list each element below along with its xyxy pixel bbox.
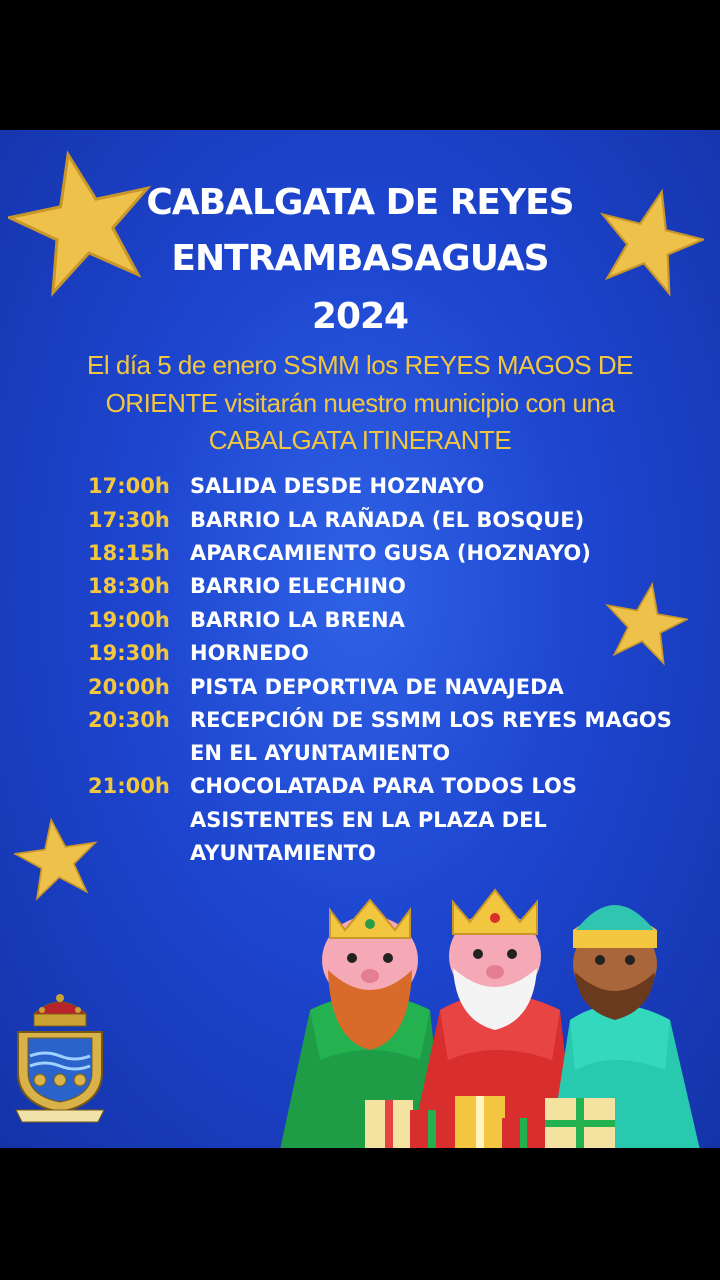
three-kings-illustration (270, 860, 710, 1148)
municipal-crest-icon (10, 992, 110, 1132)
schedule-time: 19:30h (88, 641, 170, 665)
intro-line-1: El día 5 de enero SSMM los REYES MAGOS DE (87, 350, 633, 380)
poster (0, 130, 720, 1148)
schedule-time: 18:15h (88, 541, 170, 565)
schedule-time: 19:00h (88, 608, 170, 632)
schedule-place: BARRIO ELECHINO (190, 574, 406, 598)
schedule-time: 17:00h (88, 474, 170, 498)
intro-line-3: CABALGATA ITINERANTE (208, 425, 512, 455)
title-line-2: ENTRAMBASAGUAS (171, 238, 549, 279)
star-icon (602, 582, 688, 668)
title-line-1: CABALGATA DE REYES (146, 182, 574, 223)
schedule-time: 20:00h (88, 675, 170, 699)
gift-icon (365, 1096, 615, 1148)
schedule-place: HORNEDO (190, 641, 309, 665)
schedule-place: BARRIO LA BRENA (190, 608, 405, 632)
schedule-time: 20:30h (88, 708, 170, 732)
title-year: 2024 (311, 296, 409, 337)
schedule-place: CHOCOLATADA PARA TODOS LOS (190, 774, 578, 798)
schedule-time: 17:30h (88, 508, 170, 532)
schedule-place: ASISTENTES EN LA PLAZA DEL (190, 808, 547, 832)
schedule-time: 21:00h (88, 774, 170, 798)
schedule-place: PISTA DEPORTIVA DE NAVAJEDA (190, 675, 564, 699)
schedule-place: BARRIO LA RAÑADA (EL BOSQUE) (190, 508, 585, 532)
schedule-place: APARCAMIENTO GUSA (HOZNAYO) (190, 541, 591, 565)
schedule-place: EN EL AYUNTAMIENTO (190, 741, 451, 765)
schedule-time: 18:30h (88, 574, 170, 598)
schedule-place: SALIDA DESDE HOZNAYO (190, 474, 485, 498)
schedule-place: RECEPCIÓN DE SSMM LOS REYES MAGOS (190, 708, 672, 732)
star-icon (14, 818, 100, 904)
intro-line-2: ORIENTE visitarán nuestro municipio con una (105, 388, 615, 418)
schedule-place: AYUNTAMIENTO (190, 841, 376, 865)
